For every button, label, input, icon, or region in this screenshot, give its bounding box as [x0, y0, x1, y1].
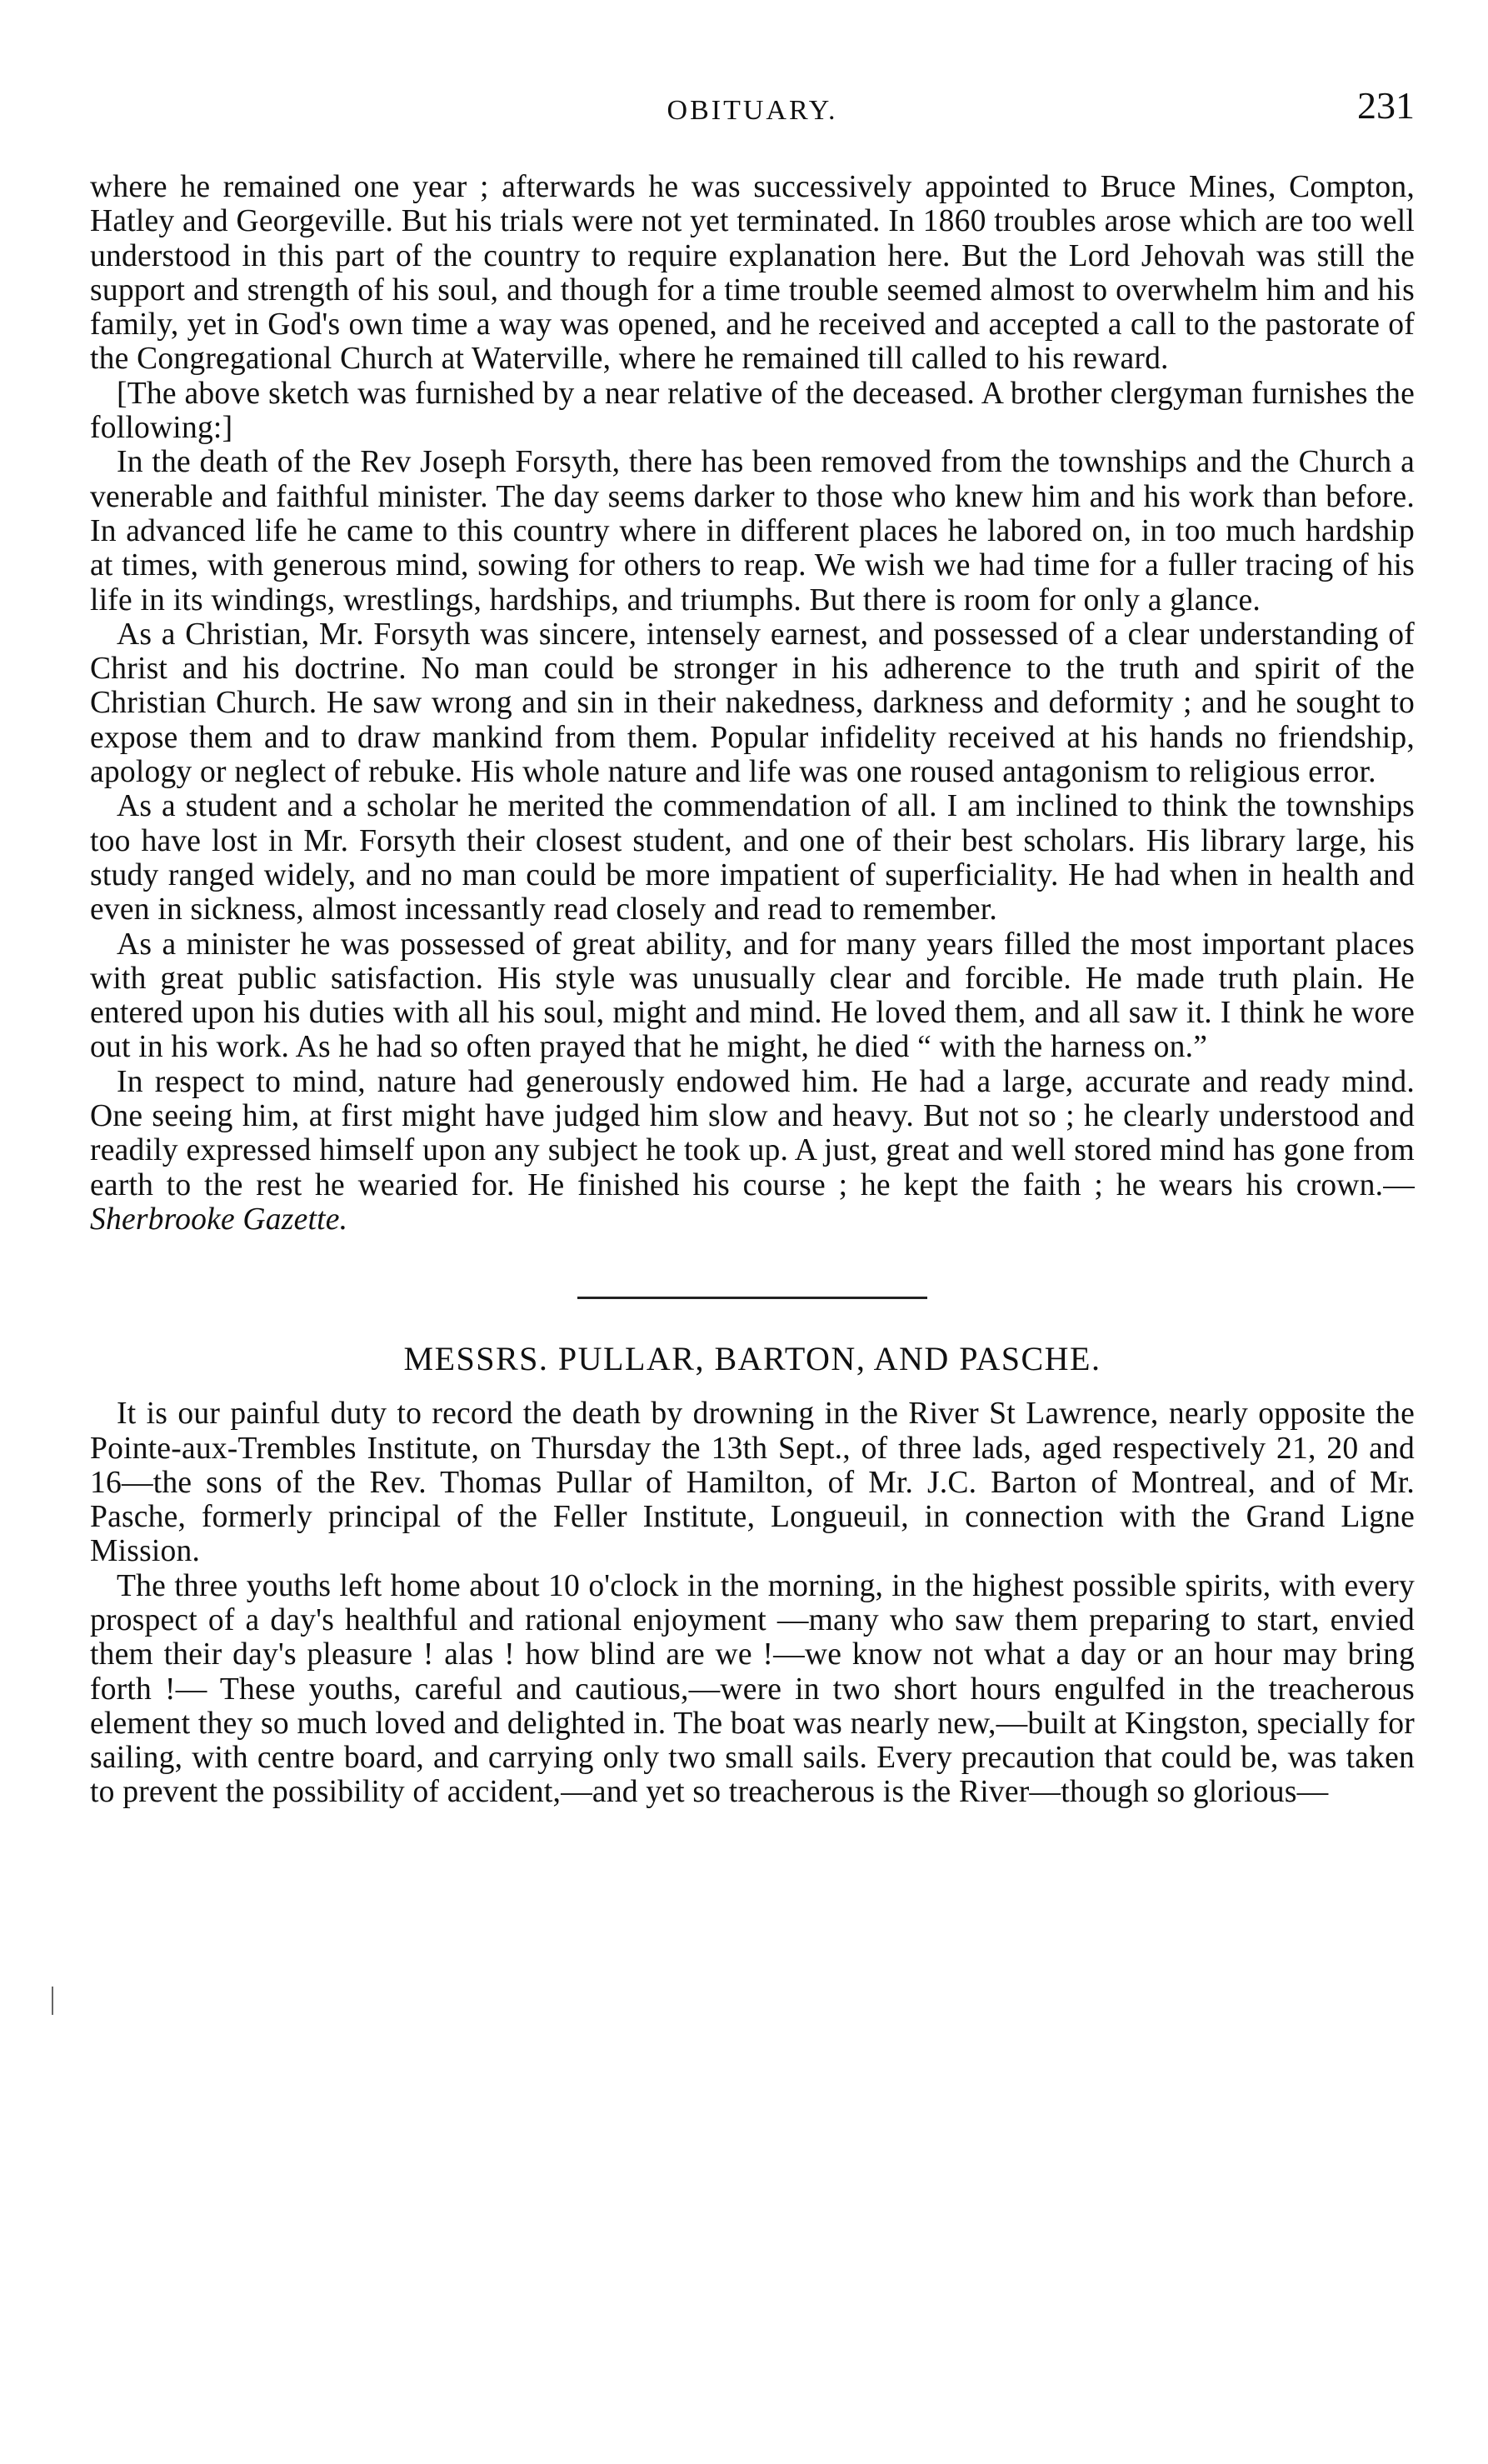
paragraph: As a Christian, Mr. Forsyth was sincere, intensely earnest, and possessed of a clear understanding of Christ and his doctrine. No man could be stronger in his adherence to the truth and spirit of the Christian Church. He saw wrong and sin in their nakedness, darkness and deformity ; and he sought to expose them and to draw mankind from them. Popular infidelity received at his hands no friendship, apology or neglect of rebuke. His whole nature and life was one roused antagonism to religious error. — [90, 617, 1415, 790]
source-citation: Sherbrooke Gazette. — [90, 1202, 348, 1237]
paragraph-with-source — [90, 1065, 1415, 1237]
obituary-forsyth — [90, 170, 1415, 1237]
paragraph: In the death of the Rev Joseph Forsyth, there has been removed from the townships and the Church a venerable and faithful minister. The day seems darker to those who knew him and his work than before. In advanced life he came to this country where in different places he labored on, in too much hardship at times, with generous mind, sowing for others to reap. We wish we had time for a fuller tracing of his life in its windings, wrestlings, hardships, and triumphs. But there is room for only a glance. — [90, 445, 1415, 617]
paragraph: As a minister he was possessed of great ability, and for many years filled the most important places with great public satisfaction. His style was unusually clear and forcible. He made truth plain. He entered upon his duties with all his soul, might and mind. He loved them, and all saw it. I think he wore out in his work. As he had so often prayed that he might, he died “ with the harness on.” — [90, 927, 1415, 1065]
paragraph: As a student and a scholar he merited the commendation of all. I am inclined to think the townships too have lost in Mr. Forsyth their closest student, and one of their best scholars. His library large, his study ranged widely, and no man could be more impatient of superficiality. He had when in health and even in sickness, almost incessantly read closely and read to remember. — [90, 789, 1415, 927]
page-header — [90, 83, 1415, 142]
page-number: 231 — [1357, 84, 1415, 127]
paragraph: where he remained one year ; afterwards he was successively appointed to Bruce Mines, Compton, Hatley and Georgeville. But his trials were not yet terminated. In 1860 troubles arose which are too well understood in this part of the country to require explanation here. But the Lord Jehovah was still the support and strength of his soul, and though for a time trouble seemed almost to overwhelm him and his family, yet in God's own time a way was opened, and he received and accepted a call to the pastorate of the Congregational Church at Waterville, where he remained till called to his reward. — [90, 170, 1415, 377]
page — [90, 83, 1415, 1810]
paragraph: [The above sketch was furnished by a near relative of the deceased. A brother clergyman furnishes the following:] — [90, 376, 1415, 446]
paragraph: The three youths left home about 10 o'clock in the morning, in the highest possible spirits, with every prospect of a day's healthful and rational enjoyment —many who saw them preparing to start, envied them their day's pleasure ! alas ! how blind are we !—we know not what a day or an hour may bring forth !— These youths, careful and cautious,—were in two short hours engulfed in the treacherous element they so much loved and delighted in. The boat was nearly new,—built at Kingston, specially for sailing, with centre board, and carrying only two small sails. Every precaution that could be, was taken to prevent the possibility of accident,—and yet so treacherous is the River—though so glorious— — [90, 1568, 1415, 1810]
obituary-pullar-barton-pasche — [90, 1339, 1415, 1810]
section-divider — [577, 1297, 927, 1299]
paragraph-text: In respect to mind, nature had generously endowed him. He had a large, accurate and ready mind. One seeing him, at first might have judged him slow and heavy. But not so ; he clearly understood and readily expressed himself upon any subject he took up. A just, great and well stored mind has gone from earth to the rest he wearied for. He finished his course ; he kept the faith ; he wears his crown.— — [90, 1064, 1415, 1202]
section-title: MESSRS. PULLAR, BARTON, AND PASCHE. — [403, 1340, 1101, 1378]
margin-mark — [52, 1987, 53, 2015]
running-head: OBITUARY. — [667, 95, 838, 126]
paragraph: It is our painful duty to record the death by drowning in the River St Lawrence, nearly opposite the Pointe-aux-Trembles Institute, on Thursday the 13th Sept., of three lads, aged respectively 21, 20 and 16—the sons of the Rev. Thomas Pullar of Hamilton, of Mr. J.C. Barton of Montreal, and of Mr. Pasche, formerly principal of the Feller Institute, Longueuil, in connection with the Grand Ligne Mission. — [90, 1397, 1415, 1569]
